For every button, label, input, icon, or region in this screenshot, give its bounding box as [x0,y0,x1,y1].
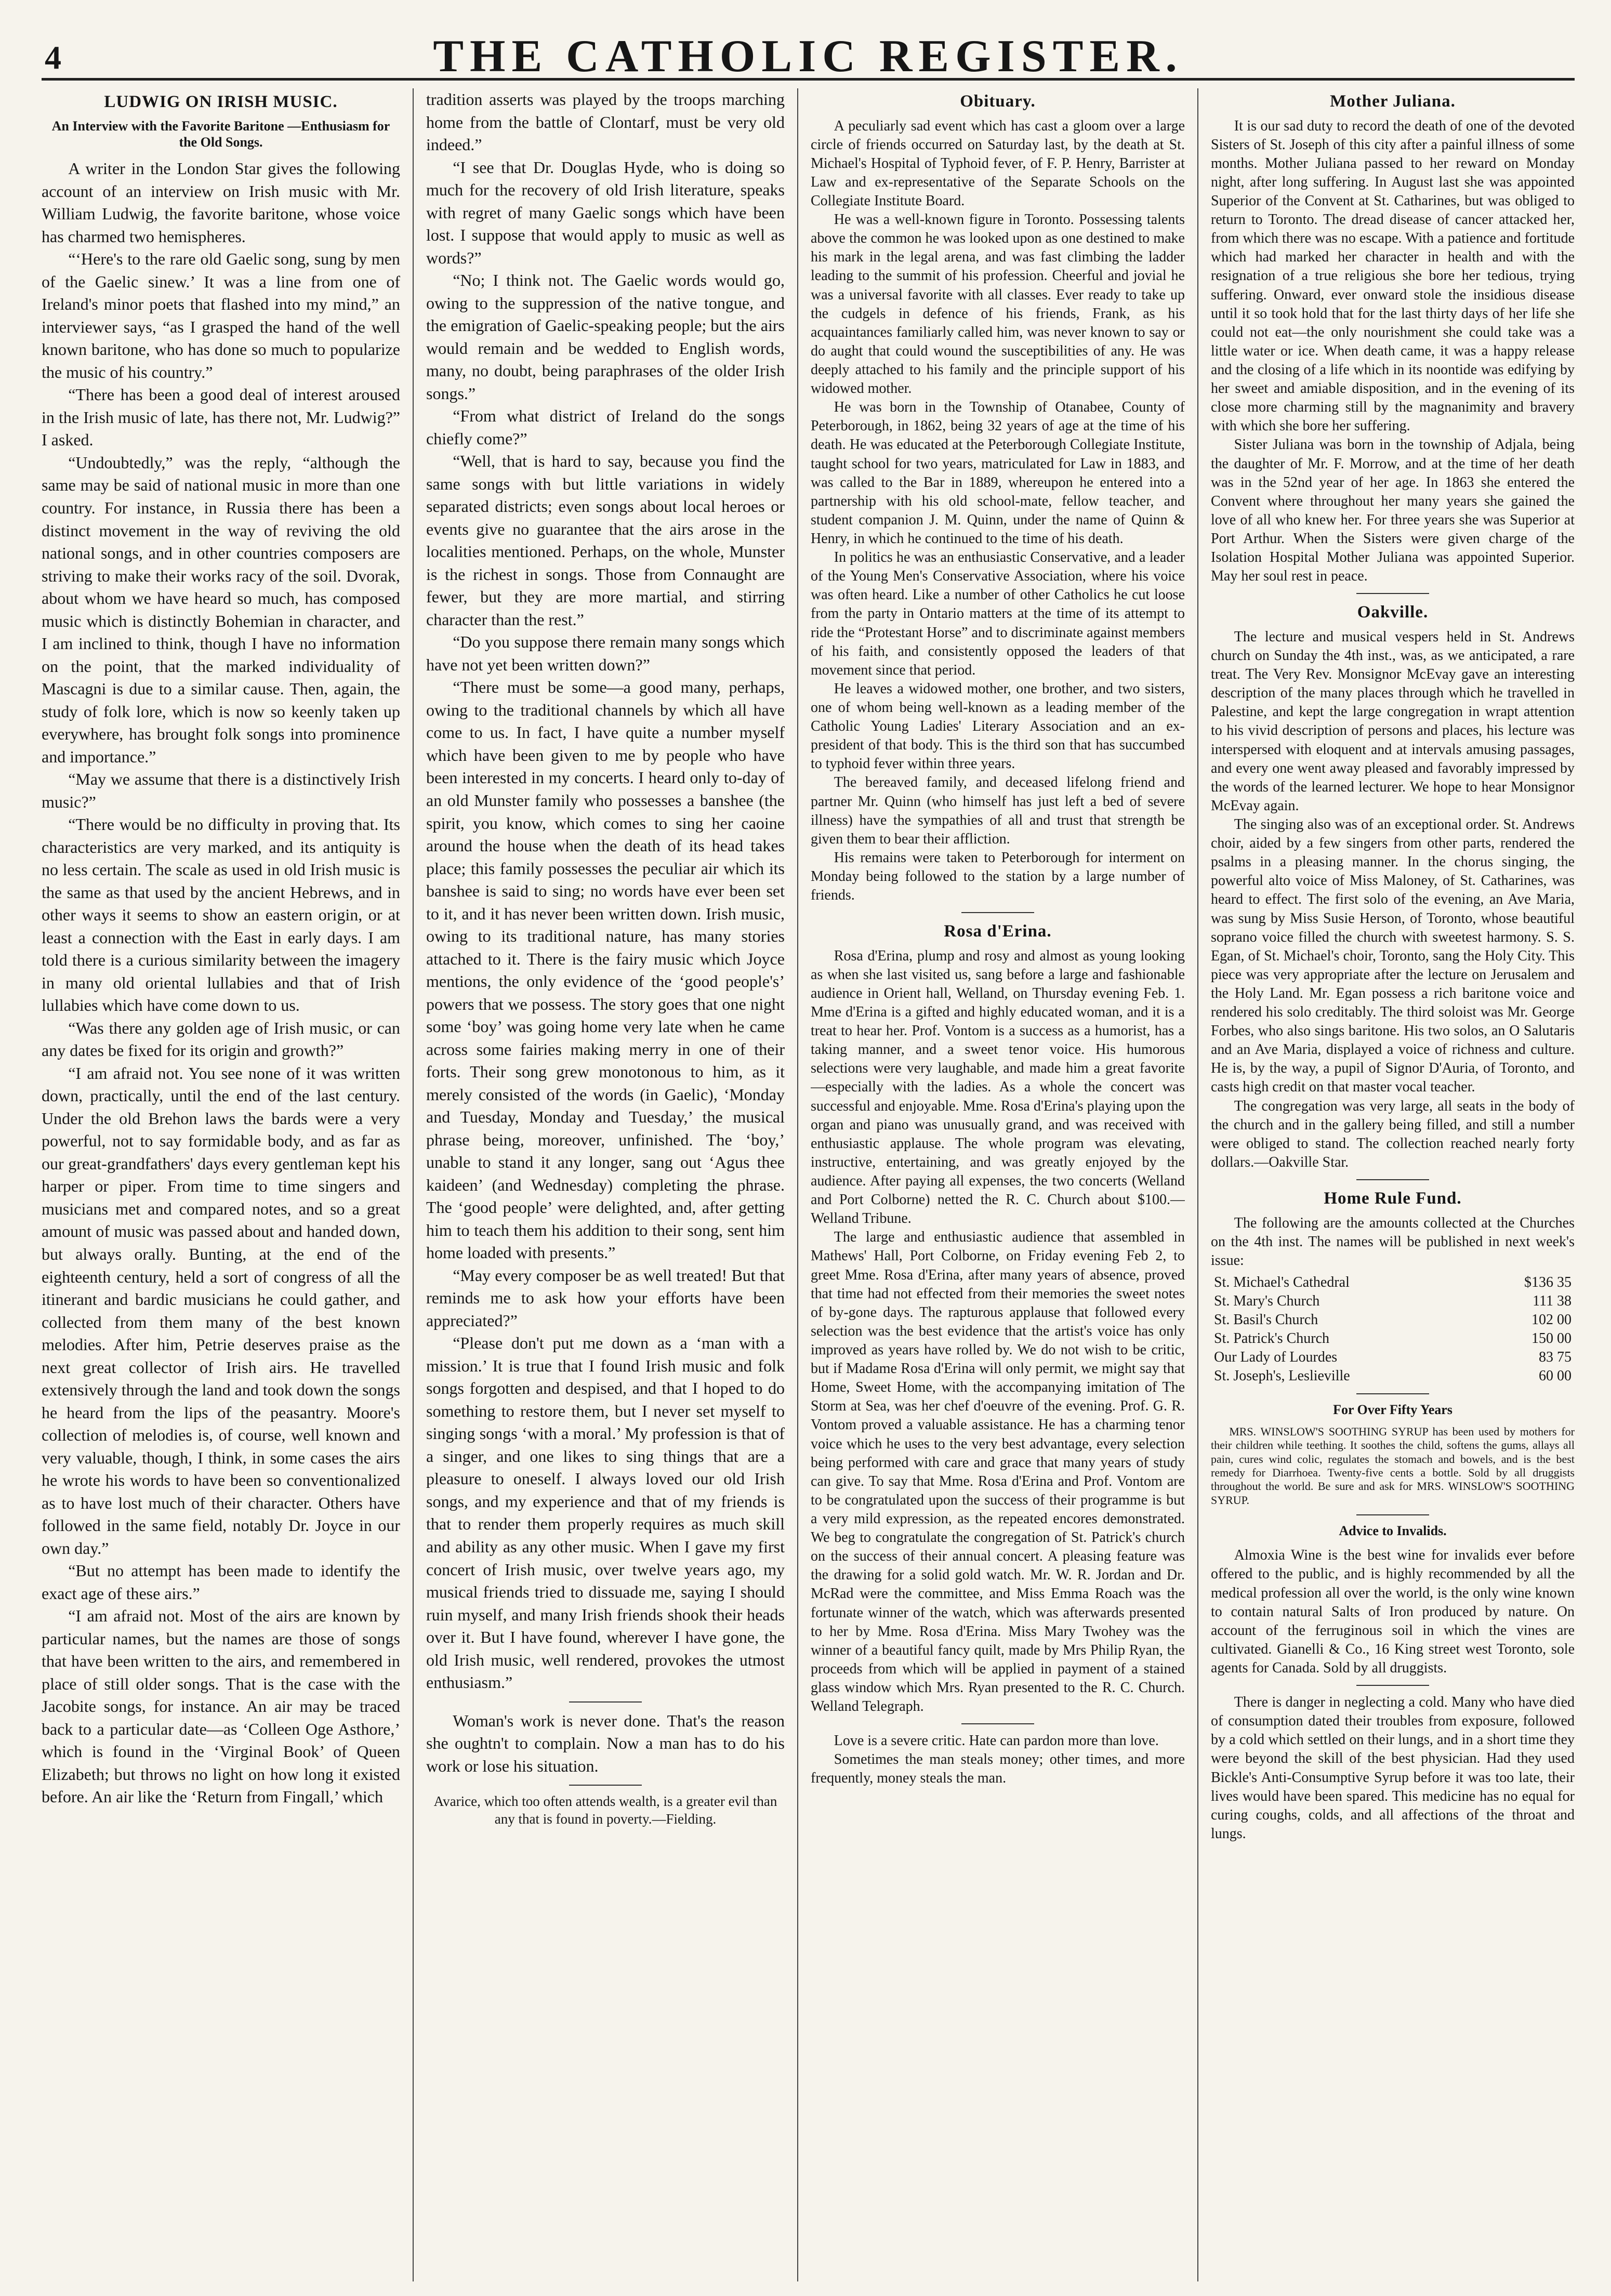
divider [569,1785,642,1786]
columns [42,88,1575,2281]
paragraph: “There has been a good deal of interest aroused in the Irish music of late, has there not, Mr. Ludwig?” I asked. [42,385,400,450]
paragraph: “‘Here's to the rare old Gaelic song, sung by men of the Gaelic sinew.’ It was a line from one of Ireland's minor poets that flashed into my mind,” an interviewer says, “as I grasped the hand of the well known baritone, who has done so much to popularize the music of his country.” [42,249,400,381]
paragraph: The lecture and musical vespers held in St. Andrews church on Sunday the 4th inst., was, as we anticipated, a rare treat. The Very Rev. Monsignor McEvay gave an interesting description of the many places through which he travelled in Palestine, and kept the large congregation in wrapt attention to his vivid description of persons and places, his lecture was interspersed with eloquent and at intervals amusing passages, and every one went away pleased and favorably impressed by the words of the learned lecturer. We hope to hear Monsignor McEvay again. [1211,628,1575,814]
filler-quote: Avarice, which too often attends wealth, is a greater evil than any that is found in poverty.—Fielding. [433,1793,777,1827]
paragraph: A writer in the London Star gives the following account of an interview on Irish music with Mr. William Ludwig, the favorite baritone, whose voice has charmed two hemispheres. [42,159,400,246]
masthead [42,21,1575,81]
paragraph: “From what district of Ireland do the songs chiefly come?” [426,406,785,448]
article-heading-rosa: Rosa d'Erina. [944,922,1052,941]
table-row [1211,1311,1575,1329]
column-rule [413,88,414,2281]
paragraph: “Undoubtedly,” was the reply, “although the same may be said of national music in more than one country. For instance, in Russia there has been a distinct movement in the way of reviving the old national songs, and in other countries composers are striving to make their works racy of the soil. Dvorak, about whom we have heard so much, has composed music which is distinctly Bohemian in character, and I am inclined to think, though I have no information on the point, that the marked individuality of Mascagni is due to a similar cause. Then, again, the study of folk lore, which is now so keenly taken up everywhere, has brought folk songs into prominence and importance.” [42,453,400,766]
paper-title: THE CATHOLIC REGISTER. [433,31,1183,82]
paragraph: “I see that Dr. Douglas Hyde, who is doing so much for the recovery of old Irish literature, speaks with regret of many Gaelic songs which have been lost. I suppose that would apply to music as well as words?” [426,157,785,267]
paragraph: “But no attempt has been made to identify the exact age of these airs.” [42,1561,400,1603]
paragraph: “Was there any golden age of Irish music, or can any dates be fixed for its origin and growth?” [42,1018,400,1060]
paragraph: “There must be some—a good many, perhaps, owing to the traditional channels by which all have come to us. In fact, I have quite a number myself which have been given to me by people who have been interested in my concerts. I heard only to-day of an old Munster family who possesses a banshee (the spirit, you know, which comes to sing her caoine around the house when the death of its head takes place; this family possesses the peculiar air which its banshee is said to sing; no words have ever been set to it, and it has never been written down. Irish music, owing to its traditional nature, has many stories attached to it. There is the fairy music which Joyce mentions, the only evidence of the ‘good people's’ powers that we possess. The story goes that one night some ‘boy’ was going home very late when he came across some fairies making merry in one of their forts. Their song grew monotonous to him, as it merely consisted of the words (in Gaelic), ‘Monday and Tuesday, Monday and Tuesday,’ the musical phrase being, moreover, unfinished. The ‘boy,’ unable to stand it any longer, sang out ‘Agus thee kaideen’ (and Wednesday) completing the phrase. The ‘good people’ were delighted, and, after getting him to teach them his addition to their song, sent him home loaded with presents.” [426,678,785,1262]
church-name: Our Lady of Lourdes [1214,1349,1338,1366]
church-name: St. Joseph's, Leslieville [1214,1368,1350,1384]
paragraph: Sister Juliana was born in the township of Adjala, being the daughter of Mr. F. Morrow, and at the time of her death was in the 52nd year of her age. In 1863 she entered the Convent where throughout her many years she gained the love of all who knew her. For three years she was Superior at Port Arthur. When the Sisters were given charge of the Isolation Hospital Mother Juliana was appointed Superior. May her soul rest in peace. [1211,437,1575,585]
paragraph: “Well, that is hard to say, because you find the same songs with but little variations in widely separated districts; even songs about local heroes or events give no guarantee that the airs arose in the localities mentioned. Perhaps, on the whole, Munster is the richest in songs. Those from Connaught are fewer, but they are more martial, and stirring character than the rest.” [426,452,785,629]
article-heading-obituary: Obituary. [960,92,1036,111]
paragraph: He leaves a widowed mother, one brother, and two sisters, one of whom being well-known as a leading member of the Catholic Young Ladies' Literary Association and an ex-president of that body. This is the third son that has succumbed to typhoid fever within three years. [811,680,1185,772]
filler-paragraph: Woman's work is never done. That's the reason she oughtn't to complain. Now a man has to do his work or lose his situation. [426,1711,785,1775]
paragraph: “May every composer be as well treated! But that reminds me to ask how your efforts have been appreciated?” [426,1265,785,1330]
ad-text: MRS. WINSLOW'S SOOTHING SYRUP has been used by mothers for their children while teething. It soothes the child, softens the gums, allays all pain, cures wind colic, regulates the stomach and bowels, and is the best remedy for Diarrhoea. Twenty-five cents a bottle. Sold by all druggists throughout the world. Be sure and ask for MRS. WINSLOW'S SOOTHING SYRUP. [1211,1424,1575,1507]
page-number: 4 [45,39,61,76]
article-heading-oakville: Oakville. [1357,603,1429,622]
paragraph: “Do you suppose there remain many songs which have not yet been written down?” [426,632,785,674]
divider [1356,1514,1429,1515]
ad-text: There is danger in neglecting a cold. Many who have died of consumption dated their troubles from exposure, followed by a cold which settled on their lungs, and in a short time they were beyond the skill of the best physician. Had they used Bickle's Anti-Consumptive Syrup before it was too late, their lives would have been spared. This medicine has no equal for curing coughs, colds, and all affections of the throat and lungs. [1211,1694,1575,1842]
filler-paragraph: Sometimes the man steals money; other times, and more frequently, money steals the man. [811,1751,1185,1787]
paragraph: It is our sad duty to record the death of one of the devoted Sisters of St. Joseph of this city after a painful illness of some months. Mother Juliana passed to her reward on Monday night, after long suffering. In August last she was appointed Superior of the Convent at St. Catharines, but was obliged to return to Toronto. The dread disease of cancer attacked her, from which there was no escape. With a patience and fortitude which had marked her character in health and with the resignation of a true religious she bore her tedious, trying suffering. Onward, ever onward stole the insidious disease until it so took hold that for the last thirty days of her life she could not eat—the only nourishment she could take was a little water or ice. When death came, it was a happy release and the closing of a life which in its noontide was edifying by her sweet and amiable disposition, and in the evening of its close more charming still by the magnanimity and bravery with which she bore her suffering. [1211,117,1575,434]
amount: 60 00 [1539,1368,1572,1384]
table-row [1211,1348,1575,1367]
church-name: St. Mary's Church [1214,1293,1320,1310]
column-2 [426,88,785,2281]
paragraph: The following are the amounts collected at the Churches on the 4th inst. The names will be published in next week's issue: [1211,1215,1575,1269]
paragraph: The bereaved family, and deceased lifelong friend and partner Mr. Quinn (who himself has just left a bed of severe illness) have the sympathies of all and trust that strength be given them to bear their affliction. [811,774,1185,847]
table-row [1211,1292,1575,1311]
ad-text: Almoxia Wine is the best wine for invalids ever before offered to the public, and is highly recommended by all the medical profession all over the world, is the only wine known to contain natural Salts of Iron produced by nature. On account of the ferruginous soil in which the vines are cultivated. Gianelli & Co., 16 King street west Toronto, sole agents for Canada. Sold by all druggists. [1211,1547,1575,1676]
amount: 83 75 [1539,1349,1572,1366]
article-heading-ludwig: LUDWIG ON IRISH MUSIC. [104,93,338,111]
column-rule [1197,88,1198,2281]
amount: 102 00 [1531,1312,1572,1328]
paragraph: In politics he was an enthusiastic Conservative, and a leader of the Young Men's Conservative Association, where his voice was often heard. Like a number of other Catholics he cut loose from the party in Ontario matters at the time of its attempt to ride the “Protestant Horse” and to discriminate against members of his faith, and consistently opposed the leaders of that movement since that period. [811,549,1185,678]
column-rule [797,88,798,2281]
paragraph: “Please don't put me down as a ‘man with a mission.’ It is true that I found Irish music and folk songs forgotten and despised, and that I hoped to do something to restore them, but I never set myself to singing songs ‘with a moral.’ My profession is that of a singer, and one likes to sing things that are a pleasure to oneself. I always loved our old Irish songs, and my experience and that of my friends is that to render them properly requires as much skill and ability as any other music. When I gave my first concert of Irish music, over twelve years ago, my musical friends tried to dissuade me, saying I should ruin myself, and many Irish friends shook their heads over it. But I have found, wherever I have gone, the old Irish music, well rendered, provokes the utmost enthusiasm.” [426,1334,785,1692]
column-3 [811,88,1185,2281]
paragraph: “No; I think not. The Gaelic words would go, owing to the suppression of the native tongue, and the emigration of Gaelic-speaking people; but the airs would remain and be wedded to English words, many, no doubt, being paraphrases of the older Irish songs.” [426,271,785,403]
divider [569,1701,642,1703]
divider [1356,1179,1429,1180]
divider [961,912,1034,913]
article-heading-fund: Home Rule Fund. [1324,1189,1462,1208]
divider [1356,1393,1429,1394]
paragraph: “I am afraid not. Most of the airs are known by particular names, but the names are those of songs that have been written to the airs, and remembered in place of still older songs. That is the case with the Jacobite songs, for instance. An air may be traced back to a particular date—as ‘Colleen Oge Asthore,’ which is found in the ‘Virginal Book’ of Queen Elizabeth; but throws no light on how long it existed before. An air like the ‘Return from Fingall,’ which [42,1606,400,1806]
divider [1356,593,1429,594]
fund-table [1211,1273,1575,1386]
paragraph: “I am afraid not. You see none of it was written down, practically, until the end of the last century. Under the old Brehon laws the bards were a very powerful, not to say formidable body, and as far as our great-grandfathers' days every gentleman kept his harper or piper. From time to time singers and musicians met and compared notes, and so a great amount of music was passed about and handed down, but always orally. Bunting, at the end of the eighteenth century, held a sort of congress of all the itinerant and bardic musicians he could gather, and collected from them many of the best known melodies. After him, Petrie deserves praise as the next great collector of Irish airs. He travelled extensively through the land and took down the songs he heard from the lips of the peasantry. Moore's collection of melodies is, of course, well known and very valuable, though, I think, in some cases the airs he wrote his words to have been so conventionalized as to have lost much of their character. Others have followed in the same field, notably Dr. Joyce in our own day.” [42,1063,400,1558]
article-heading-juliana: Mother Juliana. [1330,92,1456,111]
divider [961,1723,1034,1724]
church-name: St. Patrick's Church [1214,1330,1330,1347]
column-1 [42,88,400,2281]
paragraph: “There would be no difficulty in proving that. Its characteristics are very marked, and its antiquity is no less certain. The scale as used in old Irish music is the same as that used by the ancient Hebrews, and in other ways it seems to show an eastern origin, or at least a connection with the East in early days. I am told there is a curious similarity between the imagery in many old oriental lullabies and that of Irish lullabies which have come down to us. [42,815,400,1015]
church-name: St. Michael's Cathedral [1214,1274,1350,1290]
filler-paragraph: Love is a severe critic. Hate can pardon more than love. [834,1733,1159,1749]
paragraph: tradition asserts was played by the troops marching home from the battle of Clontarf, must be very old indeed.” [426,90,785,154]
amount: 111 38 [1533,1293,1572,1310]
paragraph: He was born in the Township of Otanabee, County of Peterborough, in 1862, being 32 years of age at the time of his death. He was educated at the Peterborough Collegiate Institute, taught school for two years, matriculated for Law in 1883, and was called to the Bar in 1889, whereupon he entered into a partnership with his old school-mate, fellow teacher, and student companion J. M. Quinn, under the name of Quinn & Henry, in which he continued to the time of his death. [811,399,1185,547]
table-row [1211,1329,1575,1348]
ad-heading: Advice to Invalids. [1339,1523,1447,1539]
paragraph: The large and enthusiastic audience that assembled in Mathews' Hall, Port Colborne, on Friday evening Feb 2, to greet Mme. Rosa d'Erina, after many years of absence, proved that time had not effected from their memories the sweet notes of by-gone days. The rapturous applause that followed every selection was the best evidence that the artist's voice has only improved as years have rolled by. We do not wish to be critic, but if Madame Rosa d'Erina will only permit, we might say that Home, Sweet Home, with the accompanying imitation of The Storm at Sea, was her chef d'oeuvre of the evening. Prof. G. R. Vontom proved a valuable assistance. He has a charming tenor voice which he uses to the very best advantage, every selection being performed with care and grace that many years of study can give. To say that Mme. Rosa d'Erina and Prof. Vontom are to be congratulated upon the success of their programme is but a very mild expression, as the repeated encores demonstrated. We beg to congratulate the congregation of St. Patrick's church on the success of their annual concert. A pleasing feature was the drawing for a solid gold watch. Mr. W. R. Jordan and Dr. McRad were the committee, and Miss Emma Roach was the fortunate winner of the watch, which was afterwards presented to her by Mme. Rosa d'Erina. Miss Mary Twohey was the winner of a beautiful fancy quilt, made by Mrs Philip Ryan, the proceeds from which will be applied in payment of a stained glass window which Mrs. Ryan presented to the R. C. Church. Welland Telegraph. [811,1229,1185,1715]
paragraph: A peculiarly sad event which has cast a gloom over a large circle of friends occurred on Saturday last, by the death at St. Michael's Hospital of Typhoid fever, of F. P. Henry, Barrister at Law and ex-representative of the Separate Schools on the Collegiate Institute Board. [811,117,1185,209]
article-subheading: An Interview with the Favorite Baritone —Enthusiasm for the Old Songs. [51,118,390,150]
divider [1356,1685,1429,1686]
column-4 [1211,88,1575,2281]
table-row [1211,1273,1575,1292]
church-name: St. Basil's Church [1214,1312,1318,1328]
amount: $136 35 [1524,1274,1572,1290]
paragraph: He was a well-known figure in Toronto. Possessing talents above the common he was looked upon as one destined to make his mark in the legal arena, and was fast climbing the ladder leading to the summit of his profession. Cheerful and jovial he was a universal favorite with all classes. Ever ready to take up the cudgels in defence of his friends, Frank, as his acquaintances familiarly called him, was never known to say or do aught that could wound the susceptibilities of any. He was deeply attached to his family and the principle support of his widowed mother. [811,212,1185,397]
paragraph: “May we assume that there is a distinctively Irish music?” [42,770,400,811]
ad-heading: For Over Fifty Years [1333,1402,1452,1417]
amount: 150 00 [1531,1330,1572,1347]
table-row [1211,1367,1575,1385]
paragraph: His remains were taken to Peterborough for interment on Monday being followed to the station by a large number of friends. [811,849,1185,904]
paragraph: The singing also was of an exceptional order. St. Andrews choir, aided by a few singers from other parts, rendered the psalms in a pleasing manner. In the chorus singing, the powerful alto voice of Miss Maloney, of St. Catharines, was heard to effect. The first solo of the evening, an Ave Maria, was sung by Miss Susie Herson, of Toronto, whose beautiful soprano voice filled the church with sweetest harmony. S. S. Egan, of St. Michael's choir, Toronto, sang the Holy City. This piece was very appropriate after the lecture on Jerusalem and the Holy Land. Mr. Egan possess a rich baritone voice and rendered his solo creditably. The third soloist was Mr. George Forbes, who also sings baritone. His two solos, an O Salutaris and an Ave Maria, displayed a voice of richness and culture. He is, by the way, a pupil of Signor D'Auria, of Toronto, and casts high credit on that master vocal teacher. [1211,816,1575,1096]
paragraph: The congregation was very large, all seats in the body of the church and in the gallery being filled, and still a number were obliged to stand. The collection reached nearly forty dollars.—Oakville Star. [1211,1098,1575,1170]
paragraph: Rosa d'Erina, plump and rosy and almost as young looking as when she last visited us, sang before a large and fashionable audience in Orient hall, Welland, on Thursday evening Feb. 1. Mme d'Erina is a gifted and highly educated woman, and it is a treat to hear her. Prof. Vontom is a success as a humorist, has a taking manner, and a sweet tenor voice. His humorous selections were very laughable, and made him a great favorite—especially with the ladies. As a whole the concert was successful and enjoyable. Mme. Rosa d'Erina's playing upon the organ and piano was unusually grand, and was received with enthusiastic applause. The whole program was elevating, instructive, entertaining, and was greatly enjoyed by the audience. After paying all expenses, the two concerts (Welland and Port Colborne) netted the R. C. Church about $100.—Welland Tribune. [811,947,1185,1227]
